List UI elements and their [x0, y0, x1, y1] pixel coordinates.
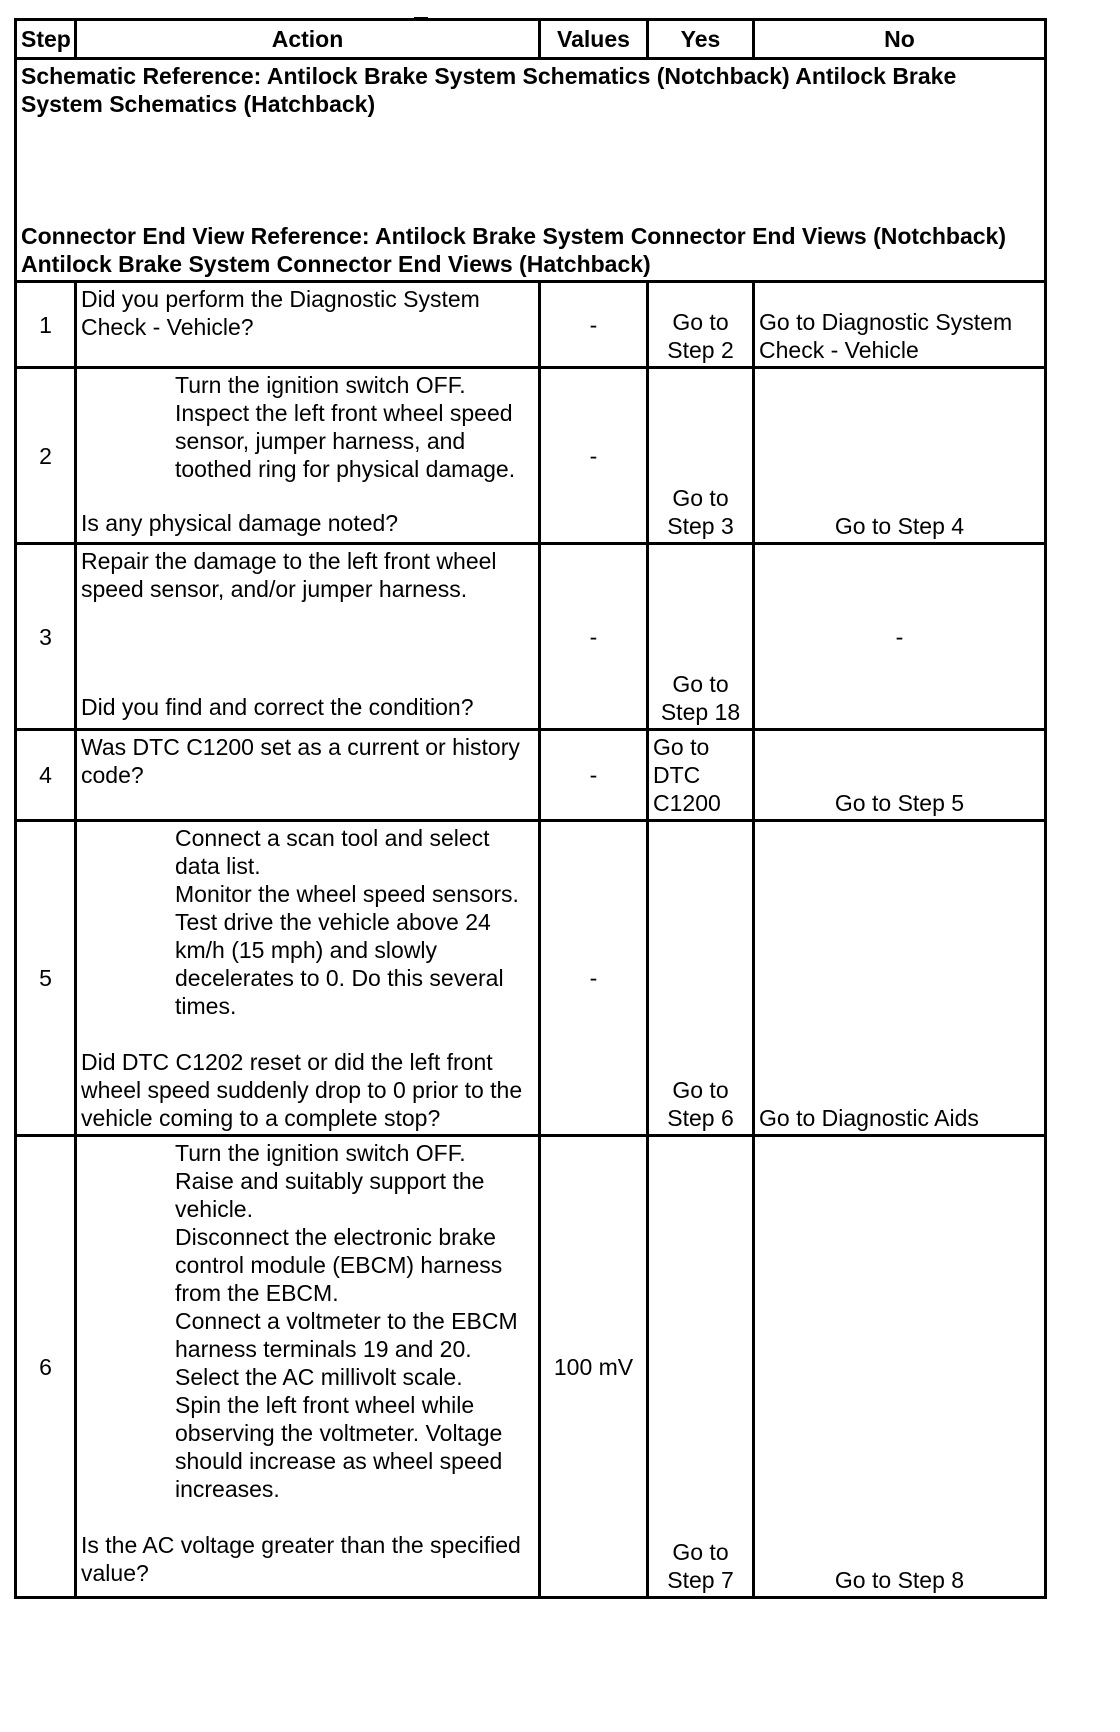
step-number: 1	[16, 282, 76, 368]
reference-cell	[16, 59, 1046, 282]
schematic-reference: Schematic Reference: Antilock Brake System Schematics (Notchback) Antilock Brake System Schematics (Hatchback)	[21, 63, 957, 117]
step-number: 3	[16, 544, 76, 730]
value-cell: -	[540, 544, 648, 730]
action-instruction: Select the AC millivolt scale.	[175, 1364, 463, 1390]
action-cell	[76, 730, 540, 821]
no-cell: Go to Diagnostic Aids	[754, 821, 1046, 1136]
yes-cell: Go to DTC C1200	[648, 730, 754, 821]
action-question: Did you find and correct the condition?	[81, 694, 474, 720]
action-instruction: Monitor the wheel speed sensors.	[175, 881, 519, 907]
header-yes: Yes	[648, 20, 754, 59]
action-instruction: Turn the ignition switch OFF.	[175, 372, 466, 398]
step-number: 5	[16, 821, 76, 1136]
value-cell: -	[540, 368, 648, 544]
action-instruction: Raise and suitably support the vehicle.	[175, 1168, 485, 1222]
action-instruction: Repair the damage to the left front wheel speed sensor, and/or jumper harness.	[81, 548, 497, 602]
action-instruction: Spin the left front wheel while observing the voltmeter. Voltage should increase as wheel speed increases.	[175, 1392, 503, 1502]
action-instruction: Connect a scan tool and select data list.	[175, 825, 490, 879]
no-cell: Go to Step 4	[754, 368, 1046, 544]
header-no: No	[754, 20, 1046, 59]
no-cell: -	[754, 544, 1046, 730]
value-cell: -	[540, 282, 648, 368]
action-instruction: Test drive the vehicle above 24 km/h (15 mph) and slowly decelerates to 0. Do this several times.	[175, 909, 504, 1019]
header-values: Values	[540, 20, 648, 59]
action-instruction: Disconnect the electronic brake control module (EBCM) harness from the EBCM.	[175, 1224, 503, 1306]
action-question: Did you perform the Diagnostic System Check - Vehicle?	[81, 286, 480, 340]
action-spacer	[81, 1020, 534, 1048]
action-cell	[76, 368, 540, 544]
header-row	[16, 20, 1046, 59]
action-cell	[76, 1136, 540, 1598]
action-instruction: Connect a voltmeter to the EBCM harness terminals 19 and 20.	[175, 1308, 518, 1362]
table-row	[16, 1136, 1046, 1598]
action-cell	[76, 544, 540, 730]
connector-reference: Connector End View Reference: Antilock Brake System Connector End Views (Notchback) Antilock Brake System Connector End Views (Hatchback)	[21, 223, 1006, 277]
diagnostic-table-container	[14, 18, 1047, 1599]
step-number: 4	[16, 730, 76, 821]
action-cell	[76, 282, 540, 368]
action-question: Was DTC C1200 set as a current or history code?	[81, 734, 520, 788]
reference-gap	[21, 118, 1040, 222]
step-number: 2	[16, 368, 76, 544]
table-row	[16, 730, 1046, 821]
yes-cell: Go to Step 6	[648, 821, 754, 1136]
value-cell: -	[540, 730, 648, 821]
action-question: Is the AC voltage greater than the specified value?	[81, 1532, 521, 1586]
value-cell: 100 mV	[540, 1136, 648, 1598]
action-spacer	[81, 603, 534, 693]
table-row	[16, 282, 1046, 368]
action-spacer	[81, 1503, 534, 1531]
no-cell: Go to Step 8	[754, 1136, 1046, 1598]
value-cell: -	[540, 821, 648, 1136]
action-question: Did DTC C1202 reset or did the left front wheel speed suddenly drop to 0 prior to the vehicle coming to a complete stop?	[81, 1049, 523, 1131]
action-cell	[76, 821, 540, 1136]
table-row	[16, 368, 1046, 544]
header-step: Step	[16, 20, 76, 59]
yes-cell: Go to Step 18	[648, 544, 754, 730]
diagnostic-table	[14, 18, 1047, 1599]
no-cell: Go to Step 5	[754, 730, 1046, 821]
yes-cell: Go to Step 7	[648, 1136, 754, 1598]
step-number: 6	[16, 1136, 76, 1598]
action-spacer	[81, 483, 534, 509]
action-instruction: Turn the ignition switch OFF.	[175, 1140, 466, 1166]
table-row	[16, 544, 1046, 730]
yes-cell: Go to Step 2	[648, 282, 754, 368]
no-cell: Go to Diagnostic System Check - Vehicle	[754, 282, 1046, 368]
yes-cell: Go to Step 3	[648, 368, 754, 544]
header-action: Action	[76, 20, 540, 59]
action-instruction: Inspect the left front wheel speed sensor, jumper harness, and toothed ring for physical damage.	[175, 400, 516, 482]
reference-row	[16, 59, 1046, 282]
table-row	[16, 821, 1046, 1136]
action-question: Is any physical damage noted?	[81, 510, 399, 536]
